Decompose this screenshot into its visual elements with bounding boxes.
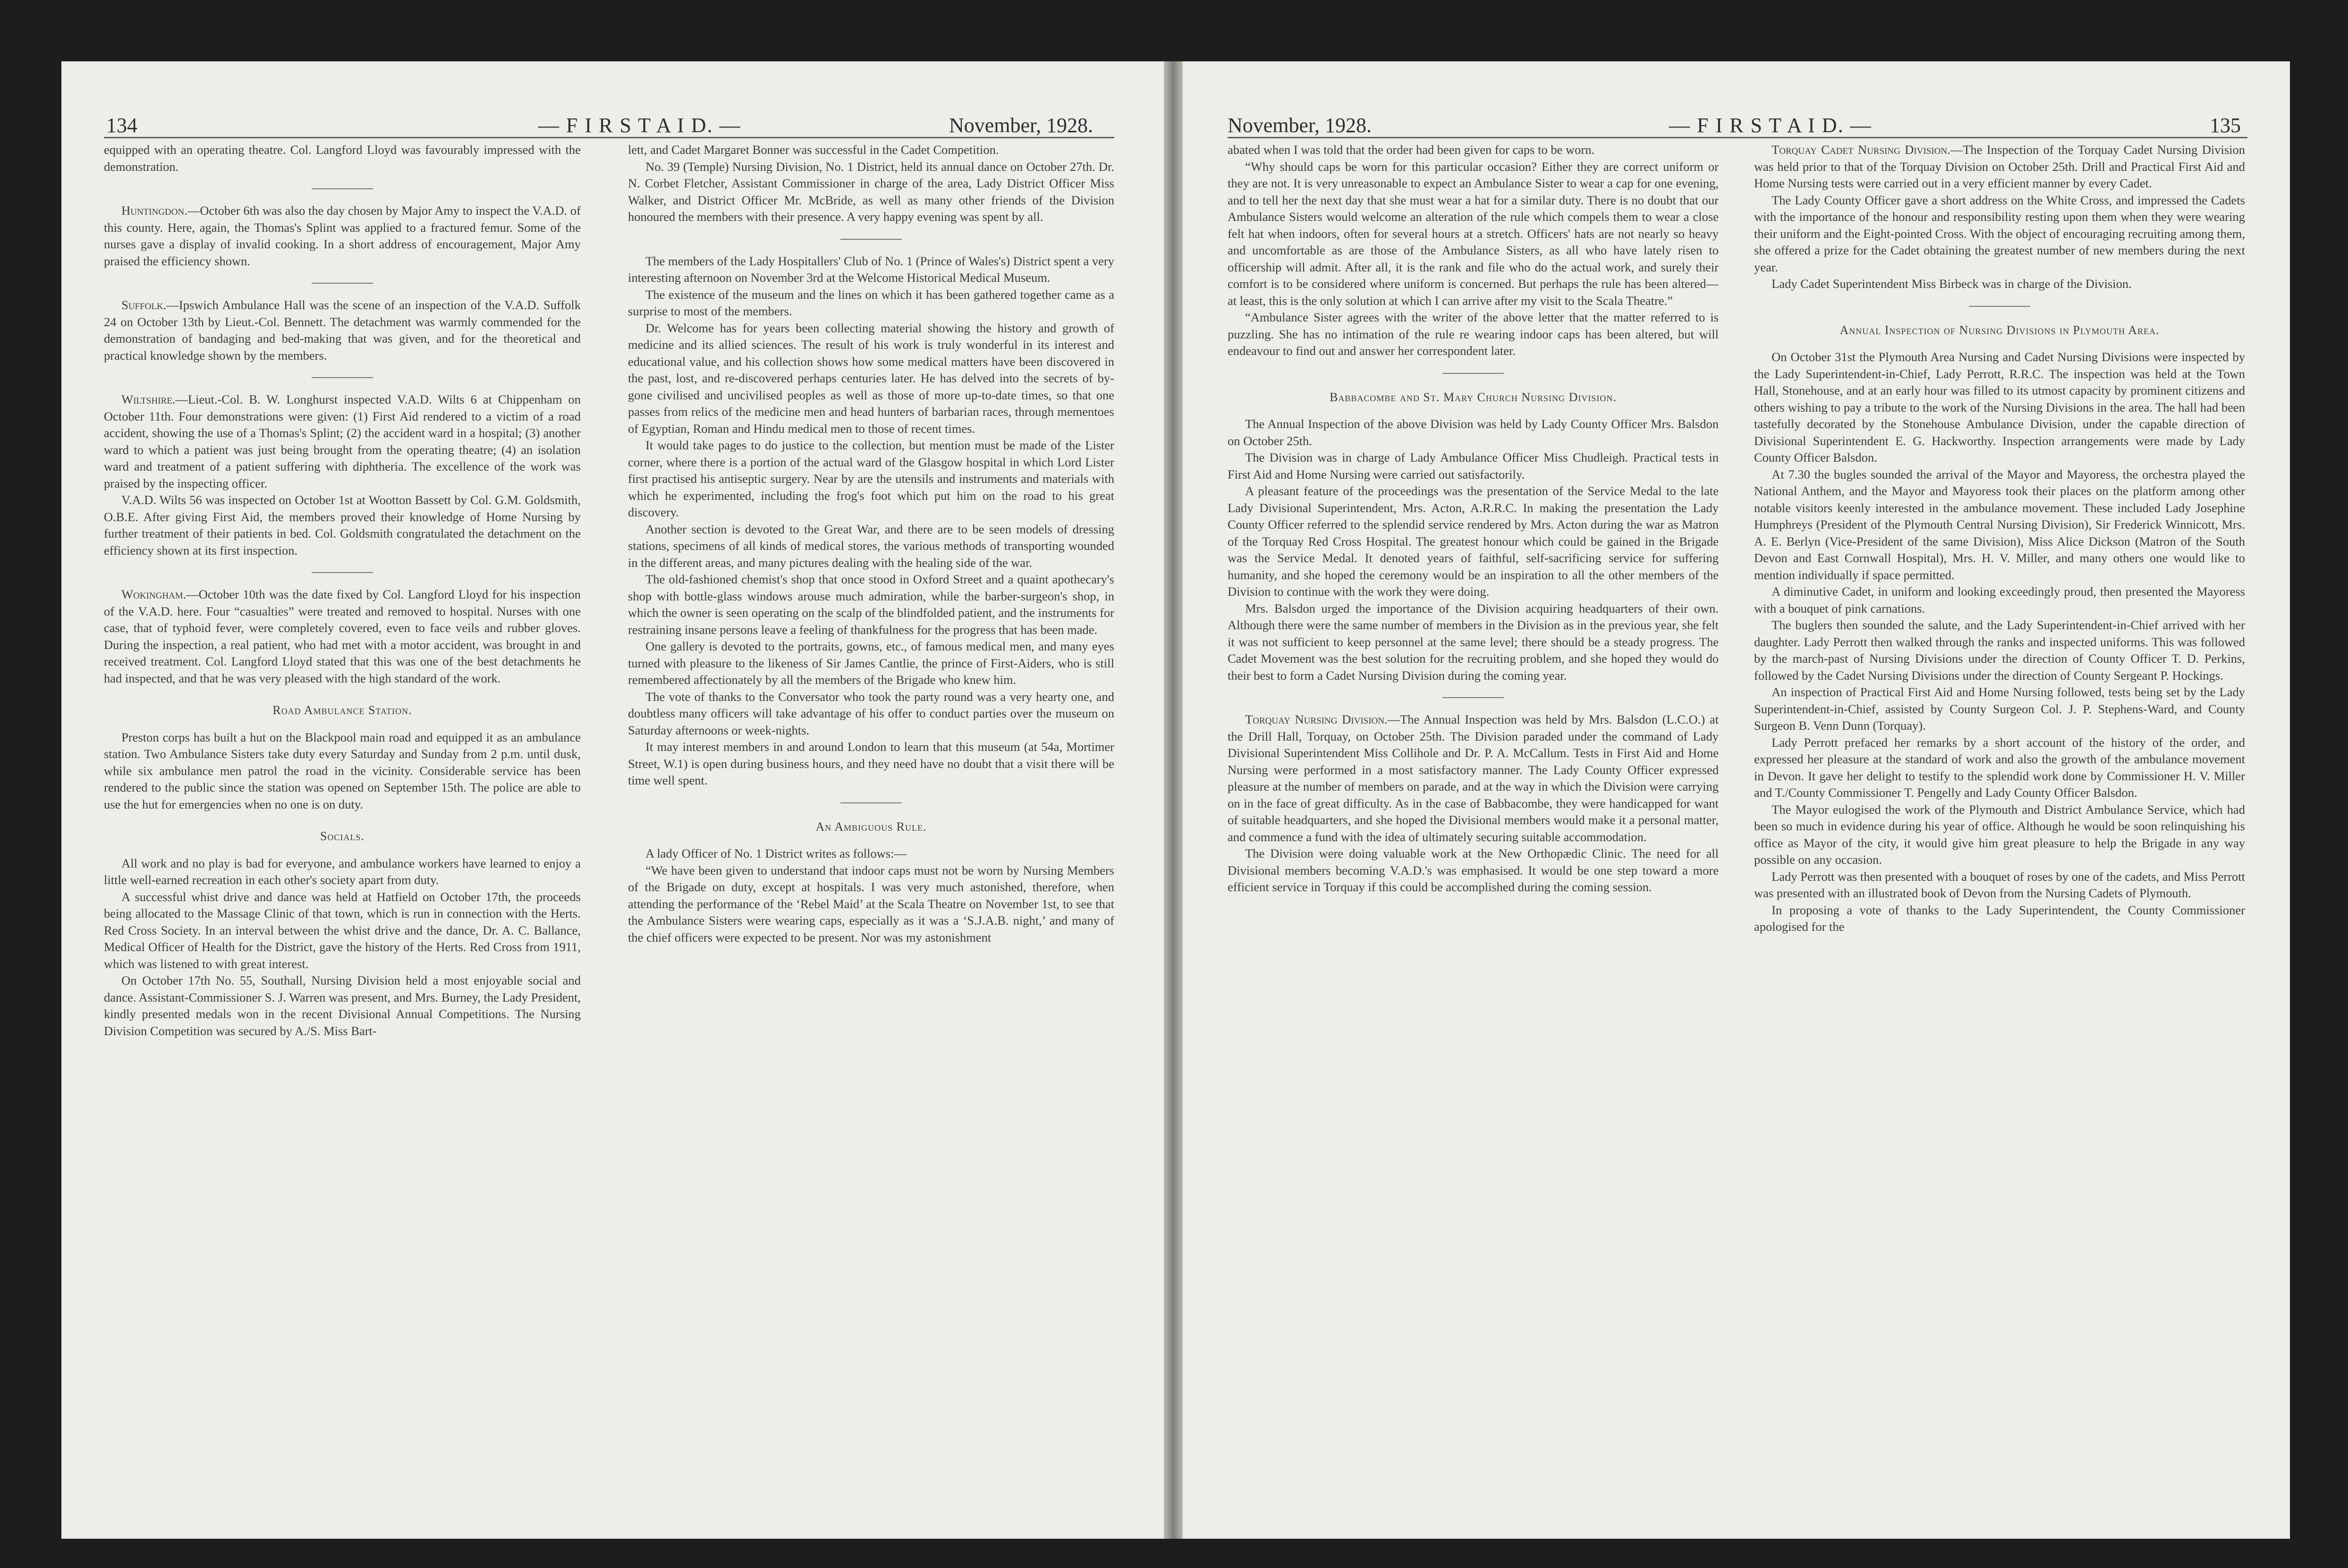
paragraph: equipped with an operating theatre. Col. Langford Lloyd was favourably impressed with the demonstration. bbox=[104, 143, 581, 174]
header-rule bbox=[104, 137, 1114, 138]
paragraph: Lady Cadet Superintendent Miss Birbeck was in charge of the Division. bbox=[1772, 277, 2132, 291]
divider bbox=[840, 239, 902, 240]
running-title: — F I R S T A I D. — bbox=[1669, 114, 1872, 137]
paragraph: The Division were doing valuable work at the New Orthopædic Clinic. The need for all Divisional members becoming V.A.D.'s was emphasised. It would be one step toward a more efficient service in Torquay if this could be accomplished during the coming session. bbox=[1228, 846, 1719, 894]
paragraph: abated when I was told that the order had been given for caps to be worn. bbox=[1228, 143, 1595, 157]
paragraph: lett, and Cadet Margaret Bonner was successful in the Cadet Competition. bbox=[628, 143, 999, 157]
paragraph: Torquay Nursing Division.—The Annual Inspection was held by Mrs. Balsdon (L.C.O.) at the Drill Hall, Torquay, on October 25th. The Division paraded under the command of Lady Divisional Superintendent Miss Collihole and Dr. P. A. McCallum. Tests in First Aid and Home Nursing were performed in a most satisfactory manner. The Lady County Officer expressed pleasure at the number of members on parade, and at the way in which the Division were carrying on in the face of great difficulty. As in the case of Babbacombe, they were handicapped for want of suitable headquarters, and she hoped the Divisional members would make it a personal matter, and commence a fund with the idea of ultimately securing suitable accommodation. bbox=[1228, 712, 1719, 844]
issue-date: November, 1928. bbox=[949, 114, 1093, 137]
paragraph: Dr. Welcome has for years been collecting material showing the history and growth of medicine and its allied sciences. The result of his work is truly wonderful in its interest and educational value, and his collection shows how some medical matters have been discovered in the past, lost, and re-discovered perhaps centuries later. He has delved into the secrets of by-gone civilised and uncivilised peoples as well as those of more up-to-date times, so that one passes from relics of the medicine men and head hunters of barbarian races, through mementoes of Egyptian, Roman and Hindu medical men to those of recent times. bbox=[628, 320, 1114, 436]
paragraph: Wokingham.—October 10th was the date fixed by Col. Langford Lloyd for his inspection of the V.A.D. here. Four “casualties” were treated and removed to hospital. Nurses with one case, that of typhoid fever, were completely covered, even to face veils and rubber gloves. During the inspection, a real patient, who had met with a motor accident, was brought in and received treatment. Col. Langford Lloyd stated that this was one of the best detachments he had inspected, and that he was very pleased with the high standard of the work. bbox=[104, 587, 581, 685]
paragraph: The Division was in charge of Lady Ambulance Officer Miss Chudleigh. Practical tests in First Aid and Home Nursing were carried out satisfactorily. bbox=[1228, 450, 1719, 481]
paragraph: Torquay Cadet Nursing Division.—The Inspection of the Torquay Cadet Nursing Division was held prior to that of the Torquay Division on October 25th. Drill and Practical First Aid and Home Nursing tests were carried out in a very efficient manner by every Cadet. bbox=[1754, 143, 2245, 190]
paragraph: Preston corps has built a hut on the Blackpool main road and equipped it as an ambulance station. Two Ambulance Sisters take duty every Saturday and Sunday from 2 p.m. until dusk, while six ambulance men patrol the road in the vicinity. Considerable service has been rendered to the public since the station was opened on September 15th. The police are able to use the hut for emergencies when no one is on duty. bbox=[104, 730, 581, 811]
book-gutter bbox=[1164, 61, 1183, 1539]
left-column-1 bbox=[104, 142, 581, 1501]
paragraph: In proposing a vote of thanks to the Lady Superintendent, the County Commissioner apologised for the bbox=[1754, 902, 2245, 934]
paragraph: On October 31st the Plymouth Area Nursing and Cadet Nursing Divisions were inspected by the Lady Superintendent-in-Chief, Lady Perrott, R.R.C. The inspection was held at the Town Hall, Stonehouse, and at an early hour was filled to its utmost capacity by prominent citizens and others wishing to pay a tribute to the work of the Nursing Divisions in the area. The hall had been tastefully decorated by the Stonehouse Ambulance Division, under the capable direction of Divisional Superintendent E. G. Hackworthy. Inspection arrangements were made by Lady County Officer Balsdon. bbox=[1754, 350, 2245, 464]
paragraph: It may interest members in and around London to learn that this museum (at 54a, Mortimer Street, W.1) is open during business hours, and they need have no doubt that a visit there will be time well spent. bbox=[628, 740, 1114, 787]
section-heading: Road Ambulance Station. bbox=[272, 703, 412, 717]
divider bbox=[312, 572, 373, 573]
divider bbox=[1442, 373, 1504, 374]
paragraph: Lady Perrott prefaced her remarks by a short account of the history of the order, and expressed her pleasure at the standard of work and also the growth of the ambulance movement in Devon. It gave her delight to testify to the splendid work done by Commissioner H. V. Miller and T./County Commissioner T. Pengelly and Lady County Officer Balsdon. bbox=[1754, 735, 2245, 800]
left-page bbox=[61, 61, 1164, 1539]
paragraph: V.A.D. Wilts 56 was inspected on October 1st at Wootton Bassett by Col. G.M. Goldsmith, O.B.E. After giving First Aid, the members proved their knowledge of Home Nursing by further treatment of their patients in bed. Col. Goldsmith congratulated the detachment on the efficiency shown at its first inspection. bbox=[104, 493, 581, 557]
paragraph: The vote of thanks to the Conversator who took the party round was a very hearty one, and doubtless many officers will take advantage of his offer to conduct parties over the museum on Saturday afternoons or week-nights. bbox=[628, 689, 1114, 737]
paragraph: All work and no play is bad for everyone, and ambulance workers have learned to enjoy a little well-earned recreation in each other's society apart from duty. bbox=[104, 856, 581, 887]
section-heading: Annual Inspection of Nursing Divisions in Plymouth Area. bbox=[1839, 323, 2160, 337]
section-heading: Babbacombe and St. Mary Church Nursing Division. bbox=[1330, 390, 1617, 404]
right-column-1 bbox=[1228, 142, 1719, 1501]
issue-date: November, 1928. bbox=[1228, 114, 1372, 137]
right-column-2 bbox=[1754, 142, 2245, 1501]
paragraph: “Why should caps be worn for this particular occasion? Either they are correct uniform or they are not. It is very unreasonable to expect an Ambulance Sister to wear a cap for one evening, and to tell her the next day that she must wear a hat for a similar duty. There is no doubt that our Ambulance Sisters would welcome an alteration of the rule which compels them to wear a close felt hat when indoors, often for several hours at a stretch. Officers' hats are not nearly so heavy and uncomfortable as are those of the Ambulance Sisters, as all who have lately risen to officership will admit. After all, it is the rank and file who do the actual work, and surely their comfort is to be considered where uniform is concerned. But perhaps the rule has been altered—at least, this is the only solution at which I can arrive after my visit to the Scala Theatre.” bbox=[1228, 159, 1719, 308]
paragraph: “Ambulance Sister agrees with the writer of the above letter that the matter referred to is puzzling. She has no intimation of the rule re wearing indoor caps has been altered, but will endeavour to find out and answer her correspondent later. bbox=[1228, 310, 1719, 358]
paragraph: Mrs. Balsdon urged the importance of the Division acquiring headquarters of their own. Although there were the same number of members in the Division as in the previous year, she felt it was not sufficient to keep personnel at the same level; there should be a steady progress. The Cadet Movement was the best solution for the recruiting problem, and she hoped they would do their best to form a Cadet Nursing Division during the coming year. bbox=[1228, 601, 1719, 683]
divider bbox=[1969, 306, 2030, 307]
paragraph: It would take pages to do justice to the collection, but mention must be made of the Lister corner, where there is a portion of the actual ward of the Glasgow hospital in which Lord Lister first practised his antiseptic surgery. Near by are the utensils and instruments and materials with which he experimented, including the frog's foot which put him on the road to his great discovery. bbox=[628, 438, 1114, 519]
paragraph: The old-fashioned chemist's shop that once stood in Oxford Street and a quaint apothecary's shop with bottle-glass windows arouse much admiration, while the barber-surgeon's shop, in which the owner is seen operating on the scalp of the blindfolded patient, and the instruments for restraining insane persons leave a feeling of thankfulness for the progress that has been made. bbox=[628, 572, 1114, 637]
paragraph: The buglers then sounded the salute, and the Lady Superintendent-in-Chief arrived with her daughter. Lady Perrott then walked through the ranks and inspected uniforms. This was followed by the march-past of Nursing Divisions under the direction of County Officer T. D. Perkins, followed by the Cadet Nursing Divisions under the direction of County Sergeant P. Hockings. bbox=[1754, 618, 2245, 683]
divider bbox=[1442, 697, 1504, 698]
divider bbox=[312, 283, 373, 284]
section-heading: An Ambiguous Rule. bbox=[815, 819, 927, 834]
paragraph: A lady Officer of No. 1 District writes as follows:— bbox=[645, 846, 907, 860]
paragraph: The members of the Lady Hospitallers' Club of No. 1 (Prince of Wales's) District spent a very interesting afternoon on November 3rd at the Welcome Historical Medical Museum. bbox=[628, 253, 1114, 285]
paragraph: The existence of the museum and the lines on which it has been gathered together came as a surprise to most of the members. bbox=[628, 287, 1114, 318]
paragraph: Wiltshire.—Lieut.-Col. B. W. Longhurst inspected V.A.D. Wilts 6 at Chippenham on October 11th. Four demonstrations were given: (1) First Aid rendered to a victim of a road accident, showing the use of a Thomas's Splint; (2) the accident ward in a hospital; (3) another ward to which a patient was just being brought from the operating theatre; (4) an isolation ward and treatment of a patient suffering with diphtheria. The excellence of the work was praised by the inspecting officer. bbox=[104, 392, 581, 490]
right-page bbox=[1183, 61, 2290, 1539]
paragraph: A pleasant feature of the proceedings was the presentation of the Service Medal to the late Lady Divisional Superintendent, Mrs. Acton, A.R.R.C. In making the presentation the Lady County Officer referred to the splendid service rendered by Mrs. Acton during the war as Matron of the Torquay Red Cross Hospital. The greatest honour which could be gained in the Brigade was the Service Medal. It denoted years of faithful, self-sacrificing service for suffering humanity, and she hoped the ceremony would be an inspiration to all the other members of the Division to continue with the work they were doing. bbox=[1228, 484, 1719, 599]
paragraph: “We have been given to understand that indoor caps must not be worn by Nursing Members of the Brigade on duty, except at hospitals. I was very much astonished, therefore, when attending the performance of the ‘Rebel Maid’ at the Scala Theatre on November 1st, to see that the Ambulance Sisters were wearing caps, especially as it was a ‘S.J.A.B. night,’ and many of the chief officers were expected to be present. Nor was my astonishment bbox=[628, 863, 1114, 944]
paragraph: Lady Perrott was then presented with a bouquet of roses by one of the cadets, and Miss Perrott was presented with an illustrated book of Devon from the Nursing Cadets of Plymouth. bbox=[1754, 869, 2245, 900]
paragraph: At 7.30 the bugles sounded the arrival of the Mayor and Mayoress, the orchestra played the National Anthem, and the Mayor and Mayoress took their places on the platform among other notable visitors keenly interested in the ambulance movement. These included Lady Josephine Humphreys (President of the Plymouth Central Nursing Division), Sir Frederick Winnicott, Mrs. A. E. Berlyn (Vice-President of the same Division), Miss Alice Dickson (Matron of the South Devon and East Cornwall Hospital), Mrs. H. V. Miller, and many others one would like to mention individually if space permitted. bbox=[1754, 467, 2245, 582]
paragraph: The Mayor eulogised the work of the Plymouth and District Ambulance Service, which had been so much in evidence during his year of office. Although he would be soon relinquishing his office as Mayor of the city, it would give him great pleasure to help the Brigade in any way possible on any occasion. bbox=[1754, 802, 2245, 867]
left-column-2 bbox=[628, 142, 1114, 1501]
paragraph: An inspection of Practical First Aid and Home Nursing followed, tests being set by the Lady Superintendent-in-Chief, assisted by County Surgeon Col. J. P. Stephens-Ward, and County Surgeon B. Venn Dunn (Torquay). bbox=[1754, 685, 2245, 733]
divider bbox=[840, 802, 902, 803]
paragraph: A diminutive Cadet, in uniform and looking exceedingly proud, then presented the Mayoress with a bouquet of pink carnations. bbox=[1754, 584, 2245, 615]
page-number: 134 bbox=[106, 114, 137, 137]
paragraph: The Lady County Officer gave a short address on the White Cross, and impressed the Cadets with the importance of the honour and responsibility resting upon them when they were wearing their uniform and the Eight-pointed Cross. With the object of encouraging recruiting among them, she offered a prize for the Cadet obtaining the greatest number of new members during the next year. bbox=[1754, 193, 2245, 274]
paragraph: One gallery is devoted to the portraits, gowns, etc., of famous medical men, and many eyes turned with pleasure to the likeness of Sir James Cantlie, the prince of First-Aiders, who is still remembered affectionately by all the members of the Brigade who knew him. bbox=[628, 639, 1114, 687]
paragraph: The Annual Inspection of the above Division was held by Lady County Officer Mrs. Balsdon on October 25th. bbox=[1228, 417, 1719, 448]
paragraph: No. 39 (Temple) Nursing Division, No. 1 District, held its annual dance on October 27th. Dr. N. Corbet Fletcher, Assistant Commissioner in charge of the area, Lady District Officer Miss Walker, and District Officer Mr. McBride, as well as many other friends of the Division honoured the members with their presence. A very happy evening was spent by all. bbox=[628, 159, 1114, 224]
divider bbox=[312, 188, 373, 189]
right-page-header bbox=[1183, 99, 2290, 146]
paragraph: Huntingdon.—October 6th was also the day chosen by Major Amy to inspect the V.A.D. of this county. Here, again, the Thomas's Splint was applied to a fractured femur. Some of the nurses gave a display of invalid cooking. In a short address of encouragement, Major Amy praised the efficiency shown. bbox=[104, 203, 581, 268]
left-page-header bbox=[61, 99, 1164, 146]
paragraph: Another section is devoted to the Great War, and there are to be seen models of dressing stations, specimens of all kinds of medical stores, the various methods of transporting wounded in the different areas, and many pictures dealing with the healing side of the war. bbox=[628, 522, 1114, 570]
paragraph: Suffolk.—Ipswich Ambulance Hall was the scene of an inspection of the V.A.D. Suffolk 24 on October 13th by Lieut.-Col. Bennett. The detachment was warmly commended for the demonstration of bandaging and bed-making that was given, and for the theoretical and practical knowledge shown by the members. bbox=[104, 298, 581, 362]
divider bbox=[312, 377, 373, 378]
page-number: 135 bbox=[2210, 114, 2241, 137]
running-title: — F I R S T A I D. — bbox=[538, 114, 741, 137]
header-rule bbox=[1228, 137, 2247, 138]
paragraph: On October 17th No. 55, Southall, Nursing Division held a most enjoyable social and dance. Assistant-Commissioner S. J. Warren was present, and Mrs. Burney, the Lady President, kindly presented medals won in the recent Divisional Annual Competitions. The Nursing Division Competition was secured by A./S. Miss Bart- bbox=[104, 973, 581, 1038]
paragraph: A successful whist drive and dance was held at Hatfield on October 17th, the proceeds being allocated to the Massage Clinic of that town, which is run in connection with the Herts. Red Cross Society. In an interval between the whist drive and the dance, Dr. A. C. Ballance, Medical Officer of Health for the District, gave the history of the Herts. Red Cross from 1911, which was listened to with great interest. bbox=[104, 889, 581, 971]
section-heading: Socials. bbox=[320, 829, 364, 843]
